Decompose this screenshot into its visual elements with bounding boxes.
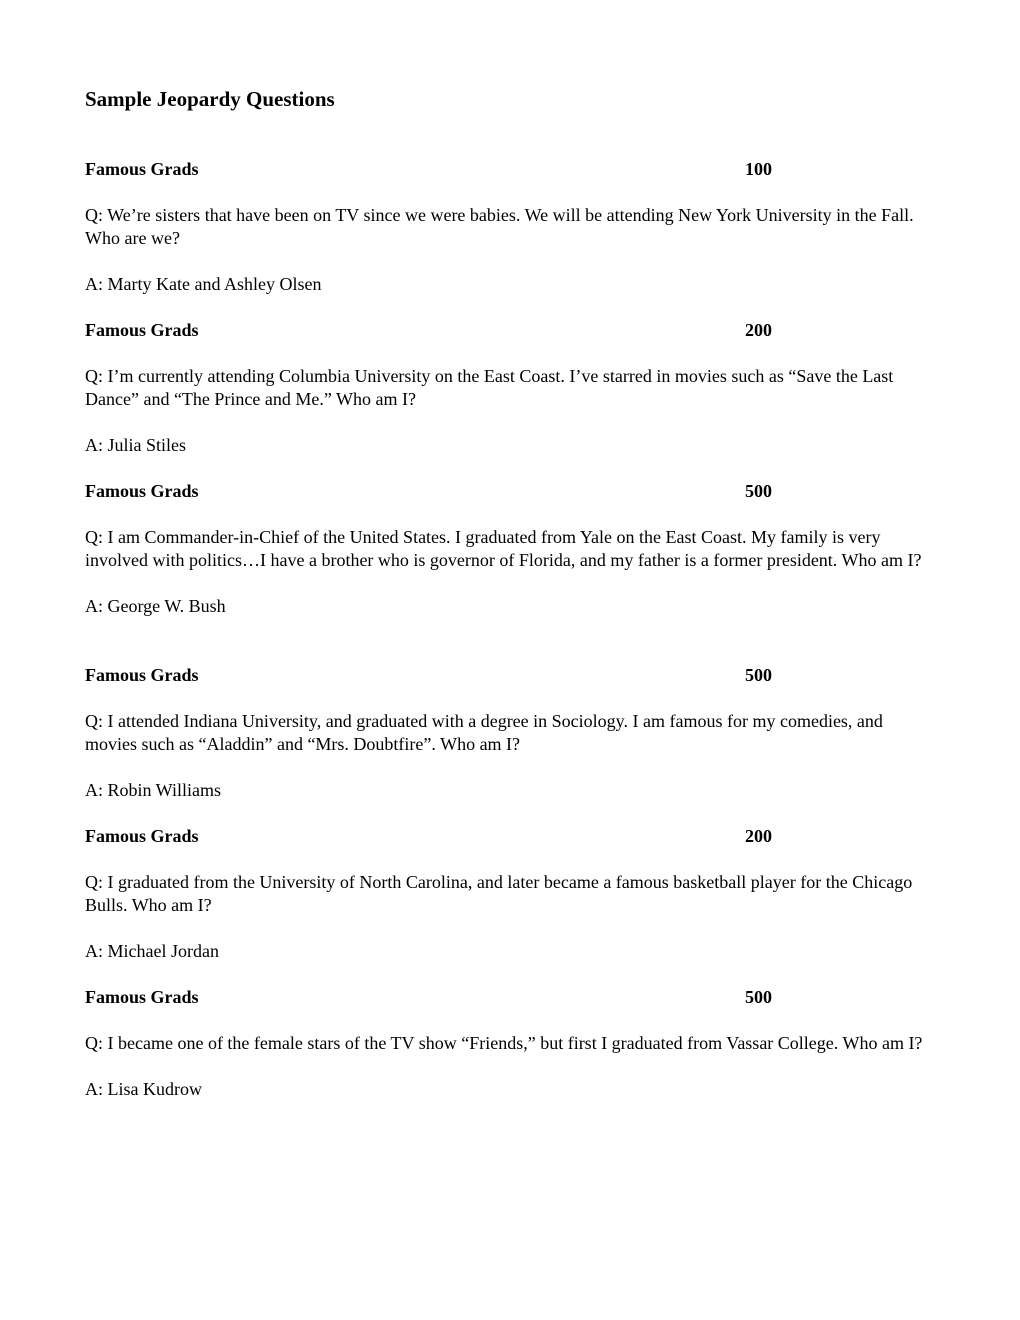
category-label: Famous Grads [85,665,199,685]
category-label: Famous Grads [85,826,199,846]
question-block [85,480,945,618]
entry-heading [85,825,945,848]
point-value: 500 [745,987,772,1007]
category-label: Famous Grads [85,987,199,1007]
question-text: Q: I am Commander-in-Chief of the United States. I graduated from Yale on the East Coast. My family is very involved with politics…I have a brother who is governor of Florida, and my father is a former president. Who am I? [85,527,922,570]
question-block [85,664,945,802]
entry-heading [85,664,945,687]
point-value: 100 [745,159,772,179]
entry-heading [85,158,945,181]
page-title: Sample Jeopardy Questions [85,87,335,111]
category-label: Famous Grads [85,481,199,501]
question-text: Q: I attended Indiana University, and graduated with a degree in Sociology. I am famous for my comedies, and movies such as “Aladdin” and “Mrs. Doubtfire”. Who am I? [85,711,883,754]
answer-text: A: Marty Kate and Ashley Olsen [85,274,322,294]
answer-text: A: George W. Bush [85,596,226,616]
question-block [85,825,945,963]
answer-text: A: Michael Jordan [85,941,219,961]
point-value: 500 [745,481,772,501]
question-text: Q: We’re sisters that have been on TV since we were babies. We will be attending New York University in the Fall. Who are we? [85,205,914,248]
question-text: Q: I’m currently attending Columbia University on the East Coast. I’ve starred in movies such as “Save the Last Dance” and “The Prince and Me.” Who am I? [85,366,894,409]
question-text: Q: I graduated from the University of North Carolina, and later became a famous basketball player for the Chicago Bulls. Who am I? [85,872,913,915]
category-label: Famous Grads [85,320,199,340]
entry-heading [85,319,945,342]
answer-text: A: Julia Stiles [85,435,187,455]
question-block [85,319,945,457]
question-text: Q: I became one of the female stars of the TV show “Friends,” but first I graduated from Vassar College. Who am I? [85,1033,923,1053]
question-block [85,986,945,1101]
question-block [85,158,945,296]
entry-heading [85,986,945,1009]
category-label: Famous Grads [85,159,199,179]
point-value: 200 [745,826,772,846]
point-value: 200 [745,320,772,340]
entry-heading [85,480,945,503]
answer-text: A: Robin Williams [85,780,221,800]
point-value: 500 [745,665,772,685]
answer-text: A: Lisa Kudrow [85,1079,202,1099]
